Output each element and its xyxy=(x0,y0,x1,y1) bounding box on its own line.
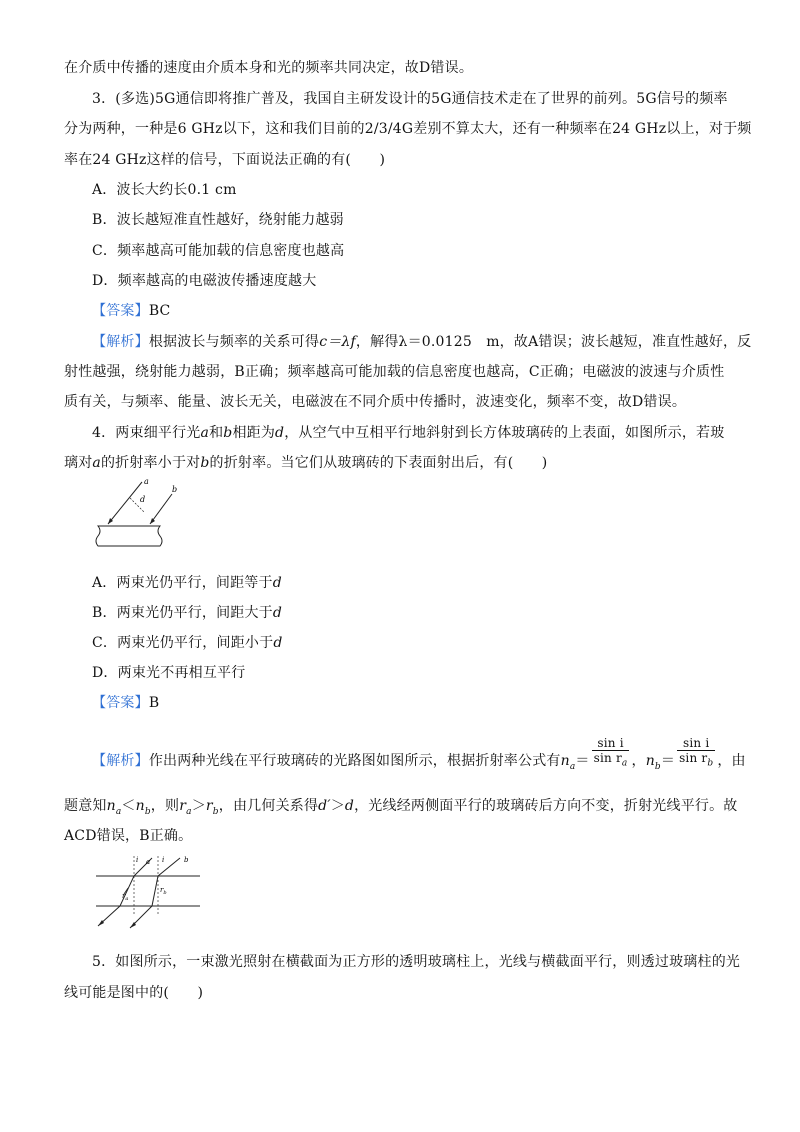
fig2-label-i2: i xyxy=(162,856,165,864)
fraction-denominator xyxy=(677,751,715,770)
q3-stem-line2: 分为两种，一种是6 GHz以下，这和我们目前的2/3/4G差别不算太大，还有一种频率在24 GHz以上，对于频 xyxy=(64,121,752,137)
var: n xyxy=(106,798,116,814)
stem-text: 相距为 xyxy=(232,425,276,441)
symbol: ＝ xyxy=(660,753,676,770)
subscript: a xyxy=(115,806,122,817)
subscript: a xyxy=(621,758,628,769)
var: b xyxy=(223,425,233,441)
q3-analysis-line2: 射性越强，绕射能力越弱，B正确；频率越高可能加载的信息密度也越高，C正确；电磁波的波速与介质性 xyxy=(64,364,725,380)
subscript: a xyxy=(569,762,576,772)
stem-text: ，从空气中互相平行地斜射到长方体玻璃砖的上表面，如图所示，若玻 xyxy=(284,425,725,441)
var: d′ xyxy=(318,798,331,814)
var: a xyxy=(92,455,101,471)
stem-text: 的折射率。当它们从玻璃砖的下表面射出后，有( ) xyxy=(209,455,548,471)
fig2-label-b: b xyxy=(184,856,189,864)
stem-text: 的折射率小于对 xyxy=(100,455,201,471)
den-text: sin r xyxy=(593,751,622,765)
q4-stem-line1 xyxy=(92,423,772,443)
q4-analysis-line3: ACD错误，B正确。 xyxy=(64,828,193,844)
q3-stem-line1: 3．(多选)5G通信即将推广普及，我国自主研发设计的5G通信技术走在了世界的前列。5G信号的频率 xyxy=(92,91,728,107)
var: d xyxy=(273,635,283,651)
q3-option-a: A．波长大约长0.1 cm xyxy=(92,182,237,198)
subscript: b xyxy=(654,762,661,772)
symbol: ＜ xyxy=(121,798,136,814)
fig2-label-i1: i xyxy=(136,856,139,864)
analysis-tag: 【解析】 xyxy=(92,334,149,350)
q3-option-d: D．频率越高的电磁波传播速度越大 xyxy=(92,273,317,289)
subscript: b xyxy=(144,806,151,817)
fig1-label-d: d xyxy=(140,495,146,504)
r-text: r xyxy=(160,886,164,894)
den-text: sin r xyxy=(679,751,708,765)
var: a xyxy=(200,425,210,441)
var: d xyxy=(344,798,355,814)
q4-option-d: D．两束光不再相互平行 xyxy=(92,665,246,681)
q3-stem-line3: 率在24 GHz这样的信号，下面说法正确的有( ) xyxy=(64,152,386,168)
q3-option-b: B．波长越短准直性越好，绕射能力越弱 xyxy=(92,212,344,228)
fraction-numerator: sin i xyxy=(677,736,715,751)
option-text: A．两束光仍平行，间距等于 xyxy=(92,575,273,591)
fraction xyxy=(592,736,630,770)
q3-answer xyxy=(92,301,772,321)
analysis-text: ， xyxy=(631,753,646,770)
q3-analysis-line3: 质有关，与频率、能量、波长无关，电磁波在不同介质中传播时，波速变化，频率不变，故D错误。 xyxy=(64,394,687,410)
analysis-text: ，由几何关系得 xyxy=(218,798,319,814)
option-text: C．两束光仍平行，间距小于 xyxy=(92,635,274,651)
subscript: a xyxy=(186,806,192,817)
q5-stem-line2: 线可能是图中的( ) xyxy=(64,985,204,1001)
q5-stem-line1: 5．如图所示，一束激光照射在横截面为正方形的透明玻璃柱上，光线与横截面平行，则透过玻璃柱的光 xyxy=(92,954,741,970)
var: n xyxy=(560,753,570,770)
intro-line: 在介质中传播的速度由介质本身和光的频率共同决定，故D错误。 xyxy=(64,60,474,76)
analysis-text: 作出两种光线在平行玻璃砖的光路图如图所示，根据折射率公式有 xyxy=(148,753,561,770)
var: r xyxy=(205,798,213,814)
fig2-label-rb xyxy=(160,886,167,896)
var: d xyxy=(272,575,282,591)
var: d xyxy=(272,605,283,621)
q3-option-c: C．频率越高可能加载的信息密度也越高 xyxy=(92,243,345,259)
stem-text: 璃对 xyxy=(64,455,93,471)
q4-answer xyxy=(92,693,772,713)
var: n xyxy=(135,798,145,814)
r-text: r xyxy=(122,892,126,900)
analysis-text: ，故A错误；波长越短，准直性越好，反 xyxy=(499,334,752,350)
analysis-text: ，则 xyxy=(150,798,180,814)
analysis-text: 题意知 xyxy=(64,798,107,814)
subscript: b xyxy=(212,806,219,817)
var: d xyxy=(275,425,285,441)
fraction-numerator: sin i xyxy=(592,736,630,751)
analysis-text: ，光线经两侧面平行的玻璃砖后方向不变，折射光线平行。故 xyxy=(354,798,738,814)
subscript: b xyxy=(707,758,714,769)
symbol: ＝ xyxy=(575,753,590,770)
var: n xyxy=(645,753,655,770)
fig1-label-a: a xyxy=(144,477,149,486)
stem-text: 4．两束细平行光 xyxy=(92,425,201,441)
subscript: a xyxy=(125,896,129,902)
answer-value: BC xyxy=(148,303,171,319)
symbol: ＞ xyxy=(191,798,206,814)
fraction-denominator xyxy=(592,751,630,770)
var: b xyxy=(200,455,210,471)
fig2-label-a: a xyxy=(146,858,151,866)
analysis-tag: 【解析】 xyxy=(92,753,149,770)
q3-analysis-line1 xyxy=(92,332,772,352)
answer-value: B xyxy=(148,695,160,711)
q4-option-c xyxy=(92,633,772,653)
analysis-text: 根据波长与频率的关系可得 xyxy=(148,334,320,350)
fraction xyxy=(677,736,715,770)
formula: λ＝0.0125 m xyxy=(398,334,500,350)
formula: c＝λf xyxy=(319,334,356,350)
figure-light-path xyxy=(88,852,208,934)
fig1-label-b: b xyxy=(172,485,178,494)
var: r xyxy=(179,798,187,814)
q4-analysis-line1 xyxy=(92,736,772,778)
q4-analysis-line2 xyxy=(64,796,744,822)
answer-tag: 【答案】 xyxy=(92,303,149,319)
symbol: ＞ xyxy=(330,798,345,814)
analysis-text: ，由 xyxy=(717,753,746,770)
figure-parallel-rays xyxy=(84,476,184,556)
analysis-text: ，解得 xyxy=(355,334,399,350)
q4-stem-line2 xyxy=(64,453,744,473)
option-text: B．两束光仍平行，间距大于 xyxy=(92,605,273,621)
q4-option-a xyxy=(92,573,772,593)
stem-text: 和 xyxy=(209,425,224,441)
answer-tag: 【答案】 xyxy=(92,695,149,711)
q4-option-b xyxy=(92,603,772,623)
subscript: b xyxy=(163,890,167,896)
